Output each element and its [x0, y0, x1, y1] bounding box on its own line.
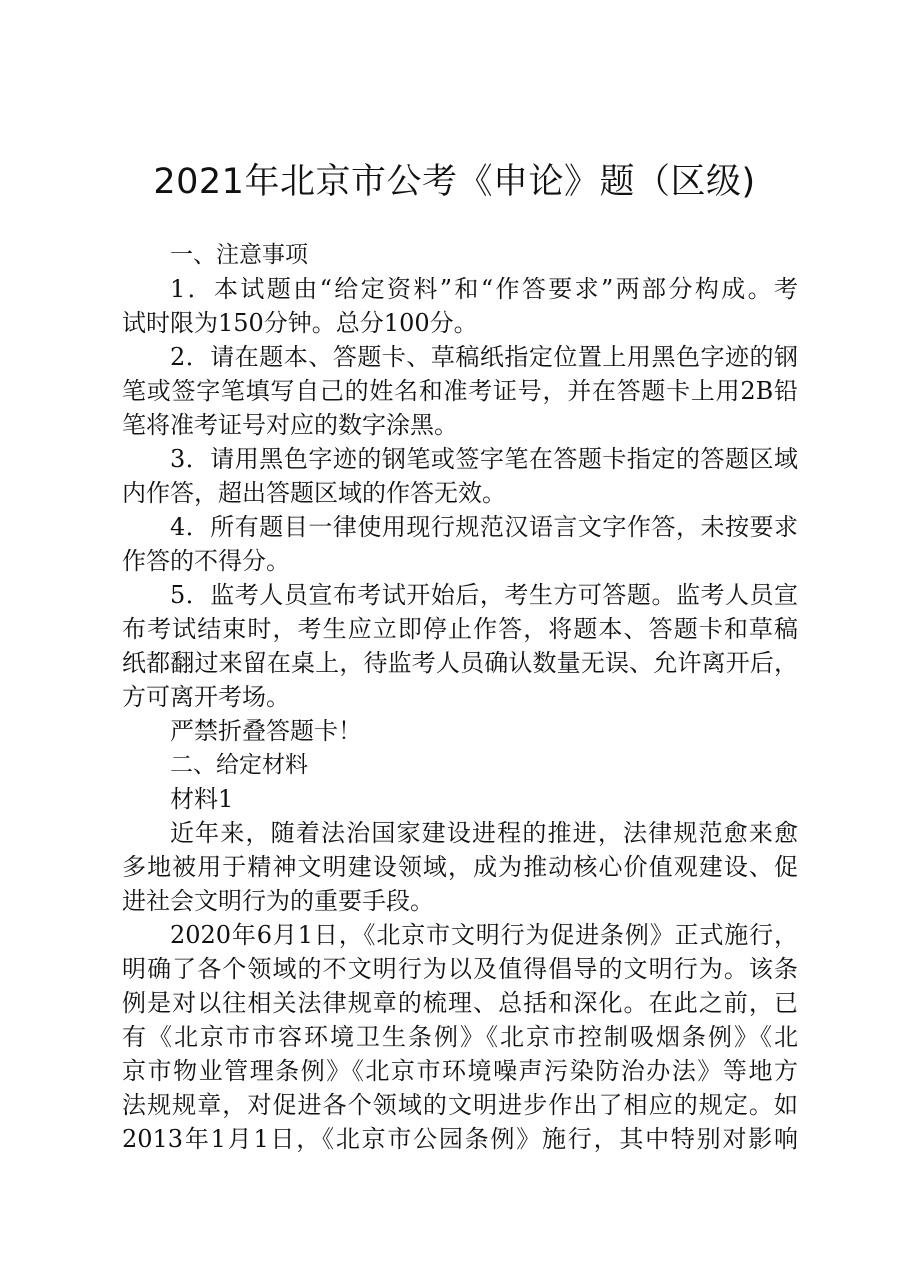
text-line: 进社会文明行为的重要手段。: [122, 887, 434, 915]
text-line: 2020年6月1日，《北京市文明行为促进条例》正式施行，: [170, 921, 798, 949]
text-line: 严禁折叠答题卡！: [170, 717, 362, 745]
text-line: 法规规章，对促进各个领域的文明进步作出了相应的规定。如: [122, 1091, 798, 1119]
text-line: 内作答，超出答题区域的作答无效。: [122, 479, 506, 507]
text-line: 4．所有题目一律使用现行规范汉语言文字作答，未按要求: [170, 513, 798, 541]
document-body: [122, 238, 798, 1156]
notes-item-5: [122, 578, 798, 714]
text-line: 多地被用于精神文明建设领域，成为推动核心价值观建设、促: [122, 853, 798, 881]
material-label: [122, 782, 798, 816]
text-line: 5．监考人员宣布考试开始后，考生方可答题。监考人员宣: [170, 581, 798, 609]
text-line: 试时限为150分钟。总分100分。: [122, 309, 478, 337]
text-line: 3．请用黑色字迹的钢笔或签字笔在答题卡指定的答题区域: [170, 445, 798, 473]
text-line: 近年来，随着法治国家建设进程的推进，法律规范愈来愈: [170, 819, 798, 847]
material-paragraph-1: [122, 816, 798, 918]
text-line: 布考试结束时，考生应立即停止作答，将题本、答题卡和草稿: [122, 615, 798, 643]
notes-item-2: [122, 340, 798, 442]
notes-item-3: [122, 442, 798, 510]
text-line: 1．本试题由“给定资料”和“作答要求”两部分构成。考: [170, 275, 798, 303]
text-line: 笔或签字笔填写自己的姓名和准考证号，并在答题卡上用2B铅: [122, 377, 798, 405]
text-line: 例是对以往相关法律规章的梳理、总括和深化。在此之前，已: [122, 989, 798, 1017]
text-line: 明确了各个领域的不文明行为以及值得倡导的文明行为。该条: [122, 955, 798, 983]
text-line: 材料1: [170, 785, 234, 813]
notes-item-1: [122, 272, 798, 340]
document-title: 2021年北京市公考《申论》题（区级): [153, 162, 756, 202]
text-line: 作答的不得分。: [122, 547, 290, 575]
section-heading-notes: 一、注意事项: [170, 242, 308, 268]
text-line: 笔将准考证号对应的数字涂黑。: [122, 411, 458, 439]
text-line: 纸都翻过来留在桌上，待监考人员确认数量无误、允许离开后，: [122, 649, 798, 677]
text-line: 有《北京市市容环境卫生条例》《北京市控制吸烟条例》《北: [122, 1023, 798, 1051]
notes-item-4: [122, 510, 798, 578]
text-line: 方可离开考场。: [122, 683, 290, 711]
text-line: 2013年1月1日，《北京市公园条例》施行，其中特别对影响: [122, 1125, 798, 1153]
notes-warning: [122, 714, 798, 748]
material-paragraph-2: [122, 918, 798, 1156]
section-heading-materials: 二、给定材料: [170, 752, 308, 778]
text-line: 京市物业管理条例》《北京市环境噪声污染防治办法》等地方: [122, 1057, 798, 1085]
text-line: 2．请在题本、答题卡、草稿纸指定位置上用黑色字迹的钢: [170, 343, 798, 371]
